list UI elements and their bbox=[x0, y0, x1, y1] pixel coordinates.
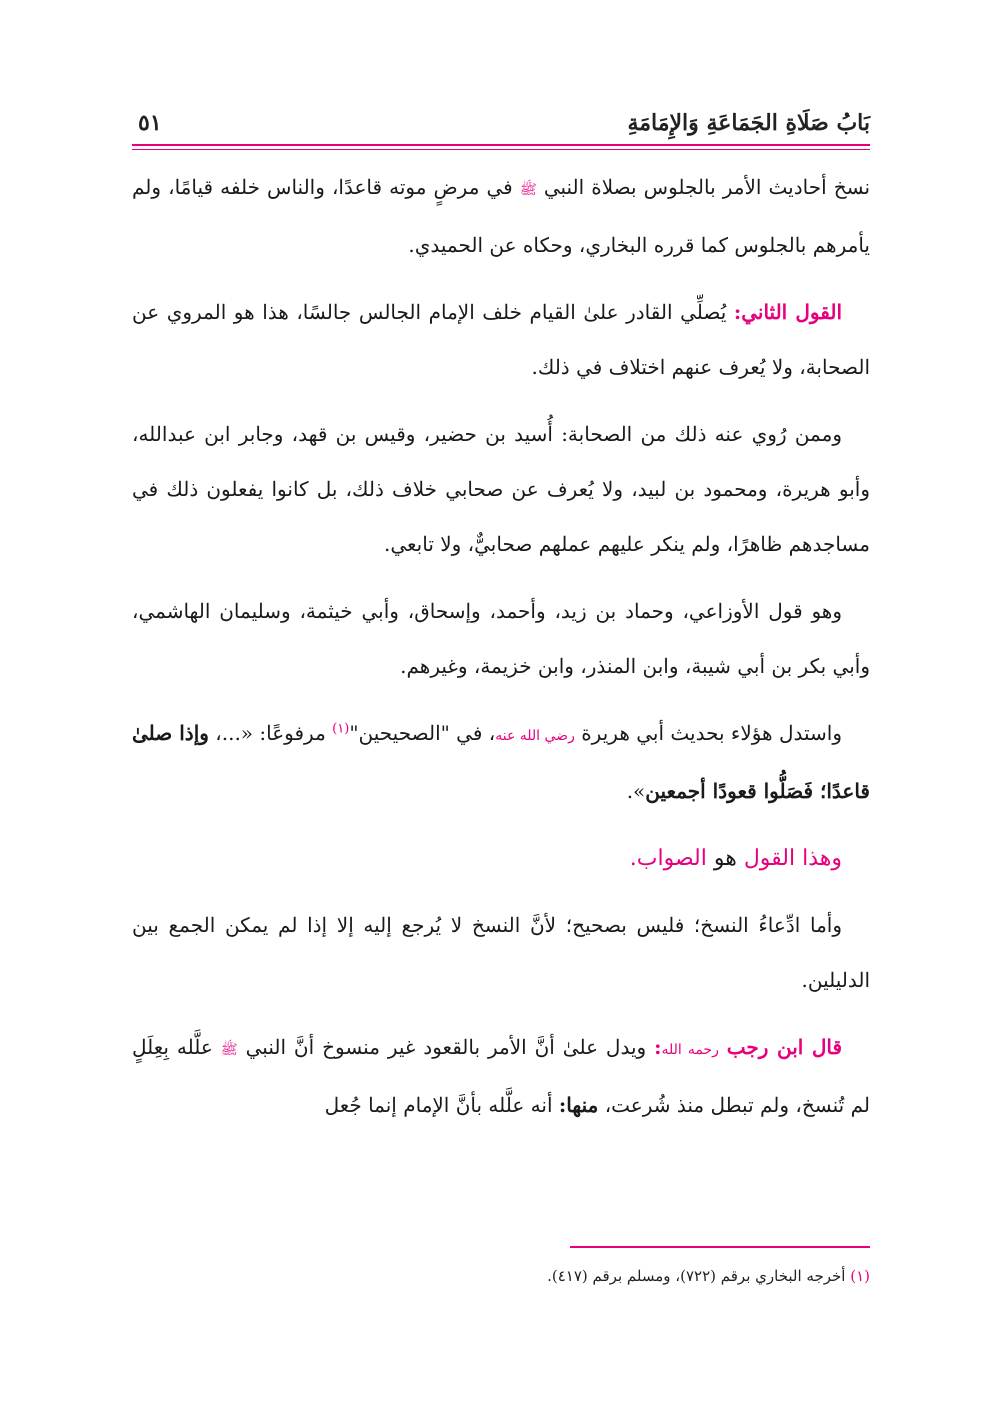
heading-colon: : bbox=[654, 1035, 662, 1059]
footnote-number: (١) bbox=[850, 1267, 870, 1285]
footnote bbox=[547, 1264, 870, 1288]
paragraph-2-text: يُصلِّي القادر علىٰ القيام خلف الإمام الجالس جالسًا، هذا هو المروي عن الصحابة، ولا يُعرف عنهم اختلاف في ذلك. bbox=[132, 300, 870, 379]
page-header bbox=[132, 100, 870, 146]
paragraph-1-text: نسخ أحاديث الأمر بالجلوس بصلاة النبي bbox=[543, 175, 871, 199]
minha-label: منها: bbox=[558, 1093, 599, 1117]
paragraph-6 bbox=[132, 831, 870, 886]
footnote-text: أخرجه البخاري برقم (٧٢٢)، ومسلم برقم (٤١٧). bbox=[547, 1267, 846, 1285]
paragraph-4: وهو قول الأوزاعي، وحماد بن زيد، وأحمد، وإسحاق، وأبي خيثمة، وسليمان الهاشمي، وأبي بكر بن أبي شيبة، وابن المنذر، وابن خزيمة، وغيرهم. bbox=[132, 599, 870, 678]
hadith-quote: وإذا صلىٰ قاعدًا؛ فَصَلُّوا قعودًا أجمعين bbox=[132, 721, 870, 803]
page-number: ٥١ bbox=[138, 110, 162, 136]
ibn-rajab-heading: قال ابن رجب bbox=[726, 1035, 843, 1059]
preferred-view-mid: هو bbox=[713, 846, 737, 871]
radiyallahu-glyph: رضي الله عنه bbox=[495, 728, 575, 744]
header-rule bbox=[132, 144, 870, 146]
paragraph-5 bbox=[132, 706, 870, 819]
paragraph-8 bbox=[132, 1020, 870, 1133]
body-text bbox=[132, 160, 870, 1145]
salutation-glyph: ﷺ bbox=[519, 182, 537, 198]
paragraph-1-tail: في مرضٍ موته قاعدًا، والناس خلفه قيامًا، ولم يأمرهم بالجلوس كما قرره البخاري، وحكاه عن الحميدي. bbox=[132, 175, 870, 257]
paragraph-8-text-b: علَّله بِعِلَلٍ لم تُنسخ، ولم تبطل منذ شُرعت، bbox=[132, 1035, 870, 1117]
paragraph-7: وأما ادِّعاءُ النسخ؛ فليس بصحيح؛ لأنَّ النسخ لا يُرجع إليه إلا إذا لم يمكن الجمع بين الدليلين. bbox=[132, 913, 870, 992]
footnote-marker[interactable]: (١) bbox=[332, 721, 350, 737]
paragraph-2 bbox=[132, 285, 870, 395]
paragraph-1 bbox=[132, 160, 870, 273]
running-title: بَابُ صَلَاةِ الجَمَاعَةِ وَالإِمَامَةِ bbox=[627, 110, 870, 136]
paragraph-8-text-a: ويدل علىٰ أنَّ الأمر بالقعود غير منسوخ أنَّ النبي bbox=[245, 1035, 647, 1059]
paragraph-5-text-c: مرفوعًا: «...، bbox=[215, 721, 333, 745]
header-rule-thin bbox=[132, 149, 870, 150]
second-opinion-heading: القول الثاني: bbox=[733, 300, 843, 324]
footnote-rule bbox=[570, 1246, 870, 1248]
paragraph-8-text-c: أنه علَّله بأنَّ الإمام إنما جُعل bbox=[324, 1093, 553, 1117]
book-page bbox=[132, 100, 870, 1320]
preferred-view-b: الصواب. bbox=[629, 846, 707, 871]
rahimahullah-glyph: رحمه الله bbox=[661, 1042, 719, 1058]
preferred-view-a: وهذا القول bbox=[743, 846, 842, 871]
paragraph-3: وممن رُوي عنه ذلك من الصحابة: أُسيد بن حضير، وقيس بن قهد، وجابر ابن عبدالله، وأبو هريرة، ومحمود بن لبيد، ولا يُعرف عن صحابي خلاف ذلك، بل كانوا يفعلون ذلك في مساجدهم ظاهرًا، ولم ينكر عليهم عملهم صحابيٌّ، ولا تابعي. bbox=[132, 422, 870, 556]
paragraph-5-text-b: ، في "الصحيحين" bbox=[349, 721, 496, 745]
paragraph-5-end: ». bbox=[626, 779, 646, 803]
paragraph-5-text-a: واستدل هؤلاء بحديث أبي هريرة bbox=[581, 721, 842, 745]
salutation-glyph-2: ﷺ bbox=[220, 1042, 238, 1058]
